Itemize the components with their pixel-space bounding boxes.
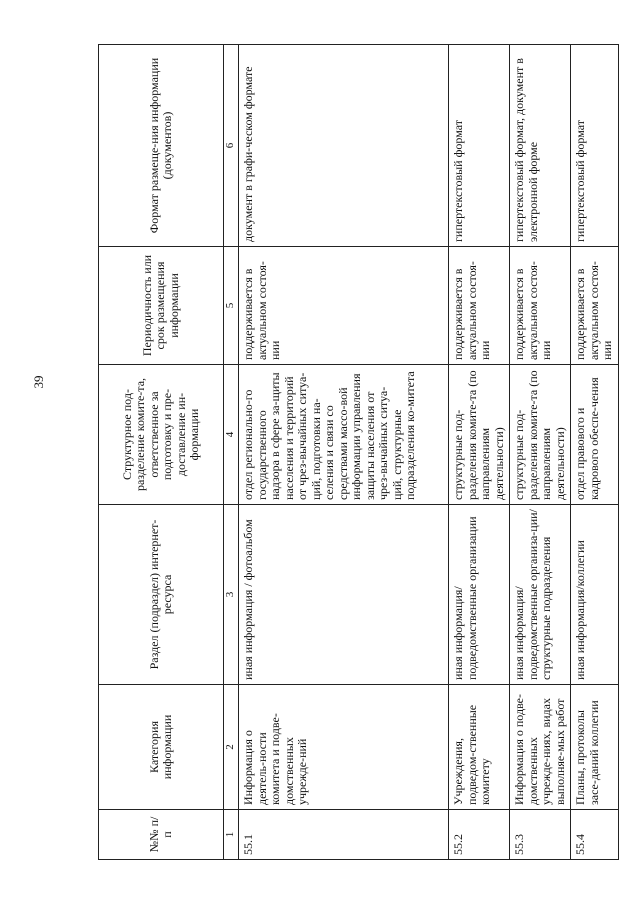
header-cell-period: Периодичность или срок размещения информации xyxy=(99,247,224,365)
table-row xyxy=(510,45,571,860)
column-number: 1 xyxy=(224,810,239,860)
table-row xyxy=(571,45,619,860)
column-number: 6 xyxy=(224,45,239,247)
period-cell: поддерживается в актуальном состоя-нии xyxy=(239,247,449,365)
header-cell-unit: Структурное под-разделение комите-та, ответственное за подготовку и пре-доставление ин-формации xyxy=(99,365,224,505)
column-number: 5 xyxy=(224,247,239,365)
unit-cell: отдел правового и кадрового обеспе-чения xyxy=(571,365,619,505)
format-cell: документ в графи-ческом формате xyxy=(239,45,449,247)
row-number: 55.4 xyxy=(571,810,619,860)
page-number: 39 xyxy=(31,375,46,389)
period-cell: поддерживается в актуальном состоя-нии xyxy=(510,247,571,365)
header-row xyxy=(99,45,224,860)
format-cell: гипертекстовый формат, документ в электронной форме xyxy=(510,45,571,247)
header-cell-category: Категория информации xyxy=(99,685,224,810)
category-cell: Информация о деятель-ности комитета и подве-домственных учрежде-ний xyxy=(239,685,449,810)
unit-cell: структурные под-разделения комите-та (по направлениям деятельности) xyxy=(510,365,571,505)
section-cell: иная информация/ подведомственные организации xyxy=(449,505,510,685)
period-cell: поддерживается в актуальном состоя-нии xyxy=(571,247,619,365)
rotated-table-wrapper xyxy=(98,45,614,860)
row-number: 55.1 xyxy=(239,810,449,860)
category-cell: Планы, протоколы засе-даний коллегии xyxy=(571,685,619,810)
table-row xyxy=(449,45,510,860)
format-cell: гипертекстовый формат xyxy=(571,45,619,247)
header-cell-format: Формат размеще-ния информации (документов) xyxy=(99,45,224,247)
row-number: 55.3 xyxy=(510,810,571,860)
category-cell: Учреждения, подведом-ственные комитету xyxy=(449,685,510,810)
header-cell-num: №№ п/п xyxy=(99,810,224,860)
section-cell: иная информация/ подведомственные организа-ции/структурные подразделения xyxy=(510,505,571,685)
unit-cell: структурные под-разделения комите-та (по направлениям деятельности) xyxy=(449,365,510,505)
section-cell: иная информация/коллегии xyxy=(571,505,619,685)
period-cell: поддерживается в актуальном состоя-нии xyxy=(449,247,510,365)
column-number: 3 xyxy=(224,505,239,685)
column-number: 4 xyxy=(224,365,239,505)
row-number: 55.2 xyxy=(449,810,510,860)
column-number-row xyxy=(224,45,239,860)
category-cell: Информация о подве-домственных учрежде-ниях, видах выполняе-мых работ xyxy=(510,685,571,810)
format-cell: гипертекстовый формат xyxy=(449,45,510,247)
header-cell-section: Раздел (подраздел) интернет-ресурса xyxy=(99,505,224,685)
section-cell: иная информация / фотоальбом xyxy=(239,505,449,685)
unit-cell: отдел регионально-го государственного надзора в сфере за-щиты населения и территорий от чрез-вычайных ситуа-ций, подготовки на-селения и связи со средствами массо-вой информации управления защиты населения от чрез-вычайных ситуа-ций, структурные подразделения ко-митета xyxy=(239,365,449,505)
table-row xyxy=(239,45,449,860)
information-table xyxy=(98,44,619,860)
column-number: 2 xyxy=(224,685,239,810)
